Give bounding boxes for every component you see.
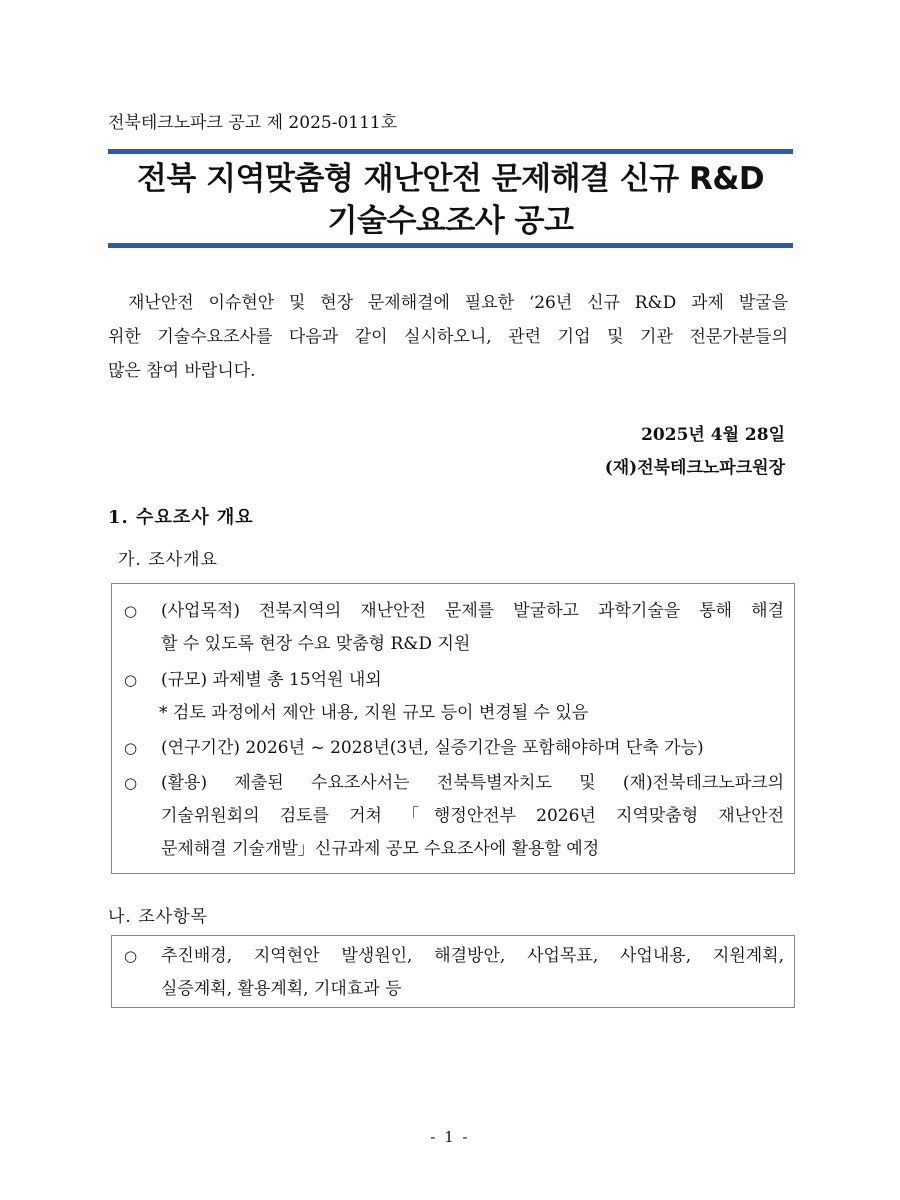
item-note: * 검토 과정에서 제안 내용, 지원 규모 등이 변경될 수 있음 (159, 703, 589, 723)
notice-number: 전북테크노파크 공고 제 2025-0111호 (108, 113, 398, 133)
item-line: 추진배경, 지역현안 발생원인, 해결방안, 사업목표, 사업내용, 지원계획, (161, 946, 784, 966)
title-line-1: 전북 지역맞춤형 재난안전 문제해결 신규 R&D (136, 161, 765, 197)
intro-paragraph (108, 286, 788, 388)
overview-item-period (124, 732, 784, 765)
title-rule-top (108, 149, 793, 154)
item-line: 기술위원회의 검토를 거쳐 「행정안전부 2026년 지역맞춤형 재난안전 (161, 806, 784, 826)
item-line: 문제해결 기술개발」신규과제 공모 수요조사에 활용할 예정 (161, 839, 600, 859)
section-1-heading: 1. 수요조사 개요 (108, 507, 254, 528)
item-line: (규모) 과제별 총 15억원 내외 (161, 670, 382, 690)
survey-item (124, 940, 784, 1006)
survey-items-box (111, 935, 795, 1008)
title-line-2: 기술수요조사 공고 (327, 203, 574, 239)
overview-item-usage (124, 767, 784, 866)
bullet-circle-icon: ○ (124, 774, 138, 792)
intro-line-1: 재난안전 이슈현안 및 현장 문제해결에 필요한 ‘26년 신규 R&D 과제 발굴을 (128, 293, 788, 313)
bullet-circle-icon: ○ (124, 739, 138, 757)
notice-date: 2025년 4월 28일 (641, 425, 785, 445)
bullet-circle-icon: ○ (124, 947, 138, 965)
overview-item-scale (124, 664, 784, 730)
item-line: (연구기간) 2026년 ~ 2028년(3년, 실증기간을 포함해야하며 단축 가능) (161, 738, 704, 758)
intro-line-3: 많은 참여 바랍니다. (108, 361, 256, 381)
overview-item-purpose (124, 595, 784, 661)
item-line: (활용) 제출된 수요조사서는 전북특별자치도 및 (재)전북테크노파크의 (161, 773, 784, 793)
signer: (재)전북테크노파크원장 (604, 458, 785, 478)
subsection-a-heading: 가. 조사개요 (118, 550, 218, 570)
item-line: 실증계획, 활용계획, 기대효과 등 (161, 979, 402, 999)
title-rule-bottom (108, 243, 793, 248)
item-line: 할 수 있도록 현장 수요 맞춤형 R&D 지원 (161, 634, 471, 654)
page-number: - 1 - (430, 1128, 470, 1146)
subsection-b-heading: 나. 조사항목 (108, 907, 208, 927)
bullet-circle-icon: ○ (124, 602, 138, 620)
intro-line-2: 위한 기술수요조사를 다음과 같이 실시하오니, 관련 기업 및 기관 전문가분들의 (108, 327, 788, 347)
bullet-circle-icon: ○ (124, 671, 138, 689)
document-title (108, 158, 793, 242)
overview-box (111, 583, 795, 874)
item-line: (사업목적) 전북지역의 재난안전 문제를 발굴하고 과학기술을 통해 해결 (161, 601, 784, 621)
